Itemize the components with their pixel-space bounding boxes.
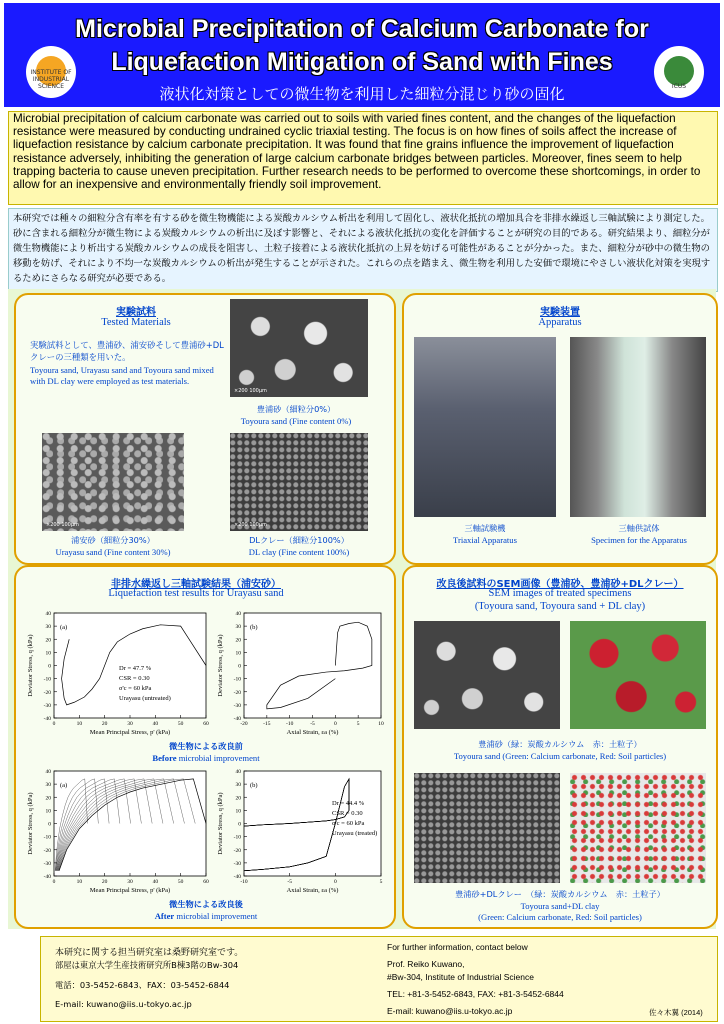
y-tick-label: 20 <box>45 795 51 802</box>
author-credit: 佐々木翼 (2014) <box>649 1008 703 1017</box>
toyoura-sand-sem-image <box>230 299 368 397</box>
title-banner <box>4 3 720 107</box>
panel-label: (a) <box>60 624 68 631</box>
x-tick-label: 30 <box>127 879 133 885</box>
sem-scale-label: ×200 100μm <box>234 522 267 528</box>
y-tick-label: 40 <box>45 611 51 617</box>
panel-label: (a) <box>60 782 68 789</box>
after-caption-jp: 微生物による改良後 <box>169 899 243 909</box>
test-parameter: Dr = 44.4 % <box>332 800 365 807</box>
materials-desc-en: Toyoura sand, Urayasu sand and Toyoura sand mixed with DL clay were employed as test materials. <box>30 365 214 386</box>
contact-jp-line-2: 部屋は東京大学生産技術研究所B棟3階のBw-304 <box>55 960 239 970</box>
contact-en-name: Prof. Reiko Kuwano, <box>387 959 465 969</box>
test-parameter: σ'c = 60 kPa <box>119 685 152 692</box>
apparatus-panel <box>402 293 718 565</box>
x-tick-label: 5 <box>379 879 383 885</box>
x-tick-label: 0 <box>52 721 56 727</box>
triaxial-apparatus-photo <box>414 337 556 517</box>
liquefaction-panel <box>14 565 396 929</box>
institute-logo <box>26 46 76 98</box>
y-tick-label: -10 <box>233 834 241 841</box>
contact-en-line-1: For further information, contact below <box>387 942 528 952</box>
x-tick-label: 0 <box>333 879 337 885</box>
liquefaction-heading-en: Liquefaction test results for Urayasu sand <box>108 588 284 599</box>
title-japanese: 液状化対策としての微生物を利用した細粒分混じり砂の固化 <box>159 85 565 103</box>
y-tick-label: -40 <box>43 874 51 880</box>
urayasu-caption-en: Urayasu sand (Fine content 30%) <box>55 547 171 557</box>
dl-clay-caption-en: DL clay (Fine content 100%) <box>248 547 350 557</box>
sem-heading-en-1: SEM images of treated specimens <box>488 588 632 599</box>
materials-desc-jp: 実験試料として、豊浦砂、浦安砂そして豊浦砂+DLクレーの三種類を用いた。 <box>30 340 224 362</box>
y-tick-label: -20 <box>43 847 51 854</box>
y-tick-label: -40 <box>43 716 51 722</box>
x-tick-label: 40 <box>152 879 159 885</box>
y-tick-label: -20 <box>233 689 241 696</box>
after-caption-rest: microbial improvement <box>174 911 258 921</box>
y-tick-label: -10 <box>43 676 51 683</box>
before-caption-jp: 微生物による改良前 <box>169 741 243 751</box>
x-tick-label: 50 <box>177 879 184 885</box>
after-caption-bold: After <box>154 911 175 921</box>
chart-after-strain <box>214 763 389 898</box>
y-axis-label: Deviator Stress, q (kPa) <box>217 634 224 697</box>
sem-panel <box>402 565 718 929</box>
test-parameter: Urayasu (treated) <box>332 830 378 837</box>
toyoura-sem-caption-en: Toyoura sand (Green: Calcium carbonate, Red: Soil particles) <box>453 751 667 761</box>
mix-treated-color-map <box>570 773 706 883</box>
triaxial-caption-en: Triaxial Apparatus <box>453 535 517 545</box>
x-tick-label: 50 <box>177 721 184 727</box>
plot-frame <box>244 613 381 718</box>
chart-after-stress-path <box>24 763 214 898</box>
y-tick-label: -20 <box>43 689 51 696</box>
y-tick-label: -20 <box>233 847 241 854</box>
y-axis-label: Deviator Stress, q (kPa) <box>27 792 34 855</box>
x-tick-label: -5 <box>287 879 292 885</box>
x-axis-label: Mean Principal Stress, p' (kPa) <box>89 729 171 736</box>
sem-heading-en-2: (Toyoura sand, Toyoura sand + DL clay) <box>474 601 646 612</box>
toyoura-sem-caption-jp: 豊浦砂（緑：炭酸カルシウム 赤：土粒子） <box>478 739 642 749</box>
toyoura-caption-en: Toyoura sand (Fine content 0%) <box>240 416 352 426</box>
x-tick-label: -5 <box>310 721 315 727</box>
test-parameter: σ'c = 60 kPa <box>332 820 365 827</box>
dl-clay-sem-image <box>230 433 368 531</box>
materials-panel <box>14 293 396 565</box>
y-tick-label: -40 <box>233 716 241 722</box>
sem-scale-label: ×200 100μm <box>234 388 267 394</box>
y-tick-label: 30 <box>45 624 51 631</box>
y-tick-label: 40 <box>235 611 241 617</box>
y-tick-label: 20 <box>45 637 51 644</box>
dl-clay-caption-jp: DLクレー（細粒分100%） <box>249 535 349 545</box>
x-tick-label: 20 <box>101 879 108 885</box>
x-tick-label: -15 <box>263 721 271 727</box>
contact-en-room: #Bw-304, Institute of Industrial Science <box>387 972 534 982</box>
x-tick-label: 10 <box>76 721 83 727</box>
before-caption-bold: Before <box>152 753 177 763</box>
icus-logo <box>654 46 704 98</box>
x-tick-label: 0 <box>333 721 337 727</box>
urayasu-caption-jp: 浦安砂（細粒分30%） <box>71 535 155 545</box>
after-caption-en <box>116 911 296 921</box>
triaxial-caption-jp: 三軸試験機 <box>464 523 506 533</box>
contact-jp-email[interactable]: E-mail: kuwano@iis.u-tokyo.ac.jp <box>55 999 192 1009</box>
test-parameter: CSR = 0.30 <box>332 810 363 817</box>
y-tick-label: -30 <box>43 702 51 709</box>
x-tick-label: 10 <box>76 879 83 885</box>
before-caption-en <box>116 753 296 763</box>
liquefaction-heading-jp: 非排水繰返し三軸試験結果（浦安砂） <box>111 579 281 590</box>
y-tick-label: -30 <box>43 860 51 867</box>
abstract-japanese: 本研究では種々の細粒分含有率を有する砂を微生物機能による炭酸カルシウム析出を利用して固化し、液状化抵抗の増加具合を非排水繰返し三軸試験により測定した。砂に含まれる細粒分が微生物による炭酸カルシウムの析出に及ぼす影響と、それによる液状化抵抗の変化を評価することが研究の目的である。研究結果より、細粒分が微生物機能により析出する炭酸カルシウムの成長を阻害し、土粒子接着による液状化抵抗の上昇を妨げる可能性があることが分かった。また、細粒分が砂中の微生物の移動を妨げ、それにより不均一な炭酸カルシウムの析出が発生することが示された。これらの点を踏まえ、微生物を利用した安価で環境にやさしい液状化対策を実現するためにさらなる研究が必要である。 <box>8 208 718 292</box>
chart-before-stress-path <box>24 605 214 740</box>
toyoura-treated-sem-image <box>414 621 560 729</box>
x-tick-label: 0 <box>52 879 56 885</box>
contact-jp-phone: 電話：03-5452-6843、FAX：03-5452-6844 <box>55 980 230 990</box>
y-tick-label: 40 <box>45 769 51 775</box>
y-tick-label: 0 <box>238 821 241 828</box>
toyoura-caption-jp: 豊浦砂（細粒分0%） <box>256 404 336 414</box>
contact-en-email[interactable]: E-mail: kuwano@iis.u-tokyo.ac.jp <box>387 1006 513 1016</box>
x-tick-label: 40 <box>152 721 159 727</box>
plot-frame <box>54 771 206 876</box>
specimen-caption-jp: 三軸供試体 <box>618 523 660 533</box>
x-tick-label: 60 <box>203 721 209 727</box>
specimen-photo <box>570 337 706 517</box>
mix-sem-caption-jp: 豊浦砂+DLクレー （緑：炭酸カルシウム 赤：土粒子） <box>455 889 665 899</box>
chart-before-strain <box>214 605 389 740</box>
materials-heading-en: Tested Materials <box>101 317 171 328</box>
x-tick-label: 10 <box>378 721 384 727</box>
sem-heading-jp: 改良後試料のSEM画像（豊浦砂、豊浦砂+DLクレー） <box>436 579 684 590</box>
x-tick-label: -20 <box>240 721 248 727</box>
y-tick-label: 30 <box>235 782 241 789</box>
y-tick-label: -40 <box>233 874 241 880</box>
y-tick-label: 0 <box>238 663 241 670</box>
y-tick-label: 10 <box>45 650 51 657</box>
x-axis-label: Mean Principal Stress, p' (kPa) <box>89 887 171 894</box>
title-line-1: Microbial Precipitation of Calcium Carbonate for <box>75 15 649 43</box>
test-parameter: Dr = 47.7 % <box>119 665 152 672</box>
x-axis-label: Axial Strain, εa (%) <box>286 729 339 736</box>
globe-icon <box>664 56 694 86</box>
contact-footer <box>40 936 718 1022</box>
y-tick-label: -30 <box>233 702 241 709</box>
y-tick-label: 20 <box>235 795 241 802</box>
y-tick-label: 10 <box>235 650 241 657</box>
mix-sem-caption-en-2: (Green: Calcium carbonate, Red: Soil particles) <box>478 912 642 922</box>
y-tick-label: 0 <box>48 663 51 670</box>
materials-heading-jp: 実験試料 <box>116 307 156 318</box>
y-tick-label: 40 <box>235 769 241 775</box>
urayasu-sand-sem-image <box>42 433 184 531</box>
abstract-english: Microbial precipitation of calcium carbonate was carried out to soils with varied fines content, and the changes of the liquefaction resistance were measured by conducting undrained cyclic triaxial testing. The focus is on how fines of soils affect the increase of liquefaction resistance by calcium carbonate precipitation. It was found that fine grains influence the improvement of liquefaction resistance adversely, inhibiting the generation of large calcium carbonate bridges between particles. Moreover, fines seem to help trapping bacteria to cause uneven precipitation. Further research needs to be performed to overcome these shortcomings, in order to allow for an inexpensive and environmentally friendly soil improvement. <box>8 111 718 205</box>
mix-sem-caption-en-1: Toyoura sand+DL clay <box>520 901 600 911</box>
x-tick-label: -10 <box>285 721 294 727</box>
apparatus-heading-jp: 実験装置 <box>540 307 580 318</box>
panel-label: (b) <box>250 624 258 631</box>
before-caption-rest: microbial improvement <box>176 753 260 763</box>
title-line-2: Liquefaction Mitigation of Sand with Fines <box>111 48 613 76</box>
right-logo-caption: ICUS <box>671 83 687 90</box>
y-tick-label: 10 <box>235 808 241 815</box>
mix-treated-sem-image <box>414 773 560 883</box>
y-tick-label: 20 <box>235 637 241 644</box>
y-tick-label: -10 <box>43 834 51 841</box>
y-tick-label: 10 <box>45 808 51 815</box>
y-tick-label: -10 <box>233 676 241 683</box>
y-axis-label: Deviator Stress, q (kPa) <box>27 634 34 697</box>
apparatus-heading-en: Apparatus <box>538 317 582 328</box>
left-logo-caption: INSTITUTE OF INDUSTRIAL SCIENCE <box>30 69 72 90</box>
contact-jp-line-1: 本研究に関する担当研究室は桑野研究室です。 <box>55 948 244 958</box>
test-parameter: CSR = 0.30 <box>119 675 150 682</box>
toyoura-treated-color-map <box>570 621 706 729</box>
y-tick-label: -30 <box>233 860 241 867</box>
specimen-caption-en: Specimen for the Apparatus <box>591 535 687 545</box>
panel-label: (b) <box>250 782 258 789</box>
test-parameter: Urayasu (untreated) <box>119 695 171 702</box>
y-axis-label: Deviator Stress, q (kPa) <box>217 792 224 855</box>
x-tick-label: 30 <box>127 721 133 727</box>
sem-scale-label: ×200 100μm <box>46 522 79 528</box>
x-axis-label: Axial Strain, εa (%) <box>286 887 339 894</box>
x-tick-label: 5 <box>356 721 360 727</box>
y-tick-label: 30 <box>235 624 241 631</box>
y-tick-label: 0 <box>48 821 51 828</box>
x-tick-label: 20 <box>101 721 108 727</box>
x-tick-label: 60 <box>203 879 209 885</box>
contact-en-phone: TEL: +81-3-5452-6843, FAX: +81-3-5452-6844 <box>387 989 564 999</box>
x-tick-label: -10 <box>240 879 248 885</box>
y-tick-label: 30 <box>45 782 51 789</box>
